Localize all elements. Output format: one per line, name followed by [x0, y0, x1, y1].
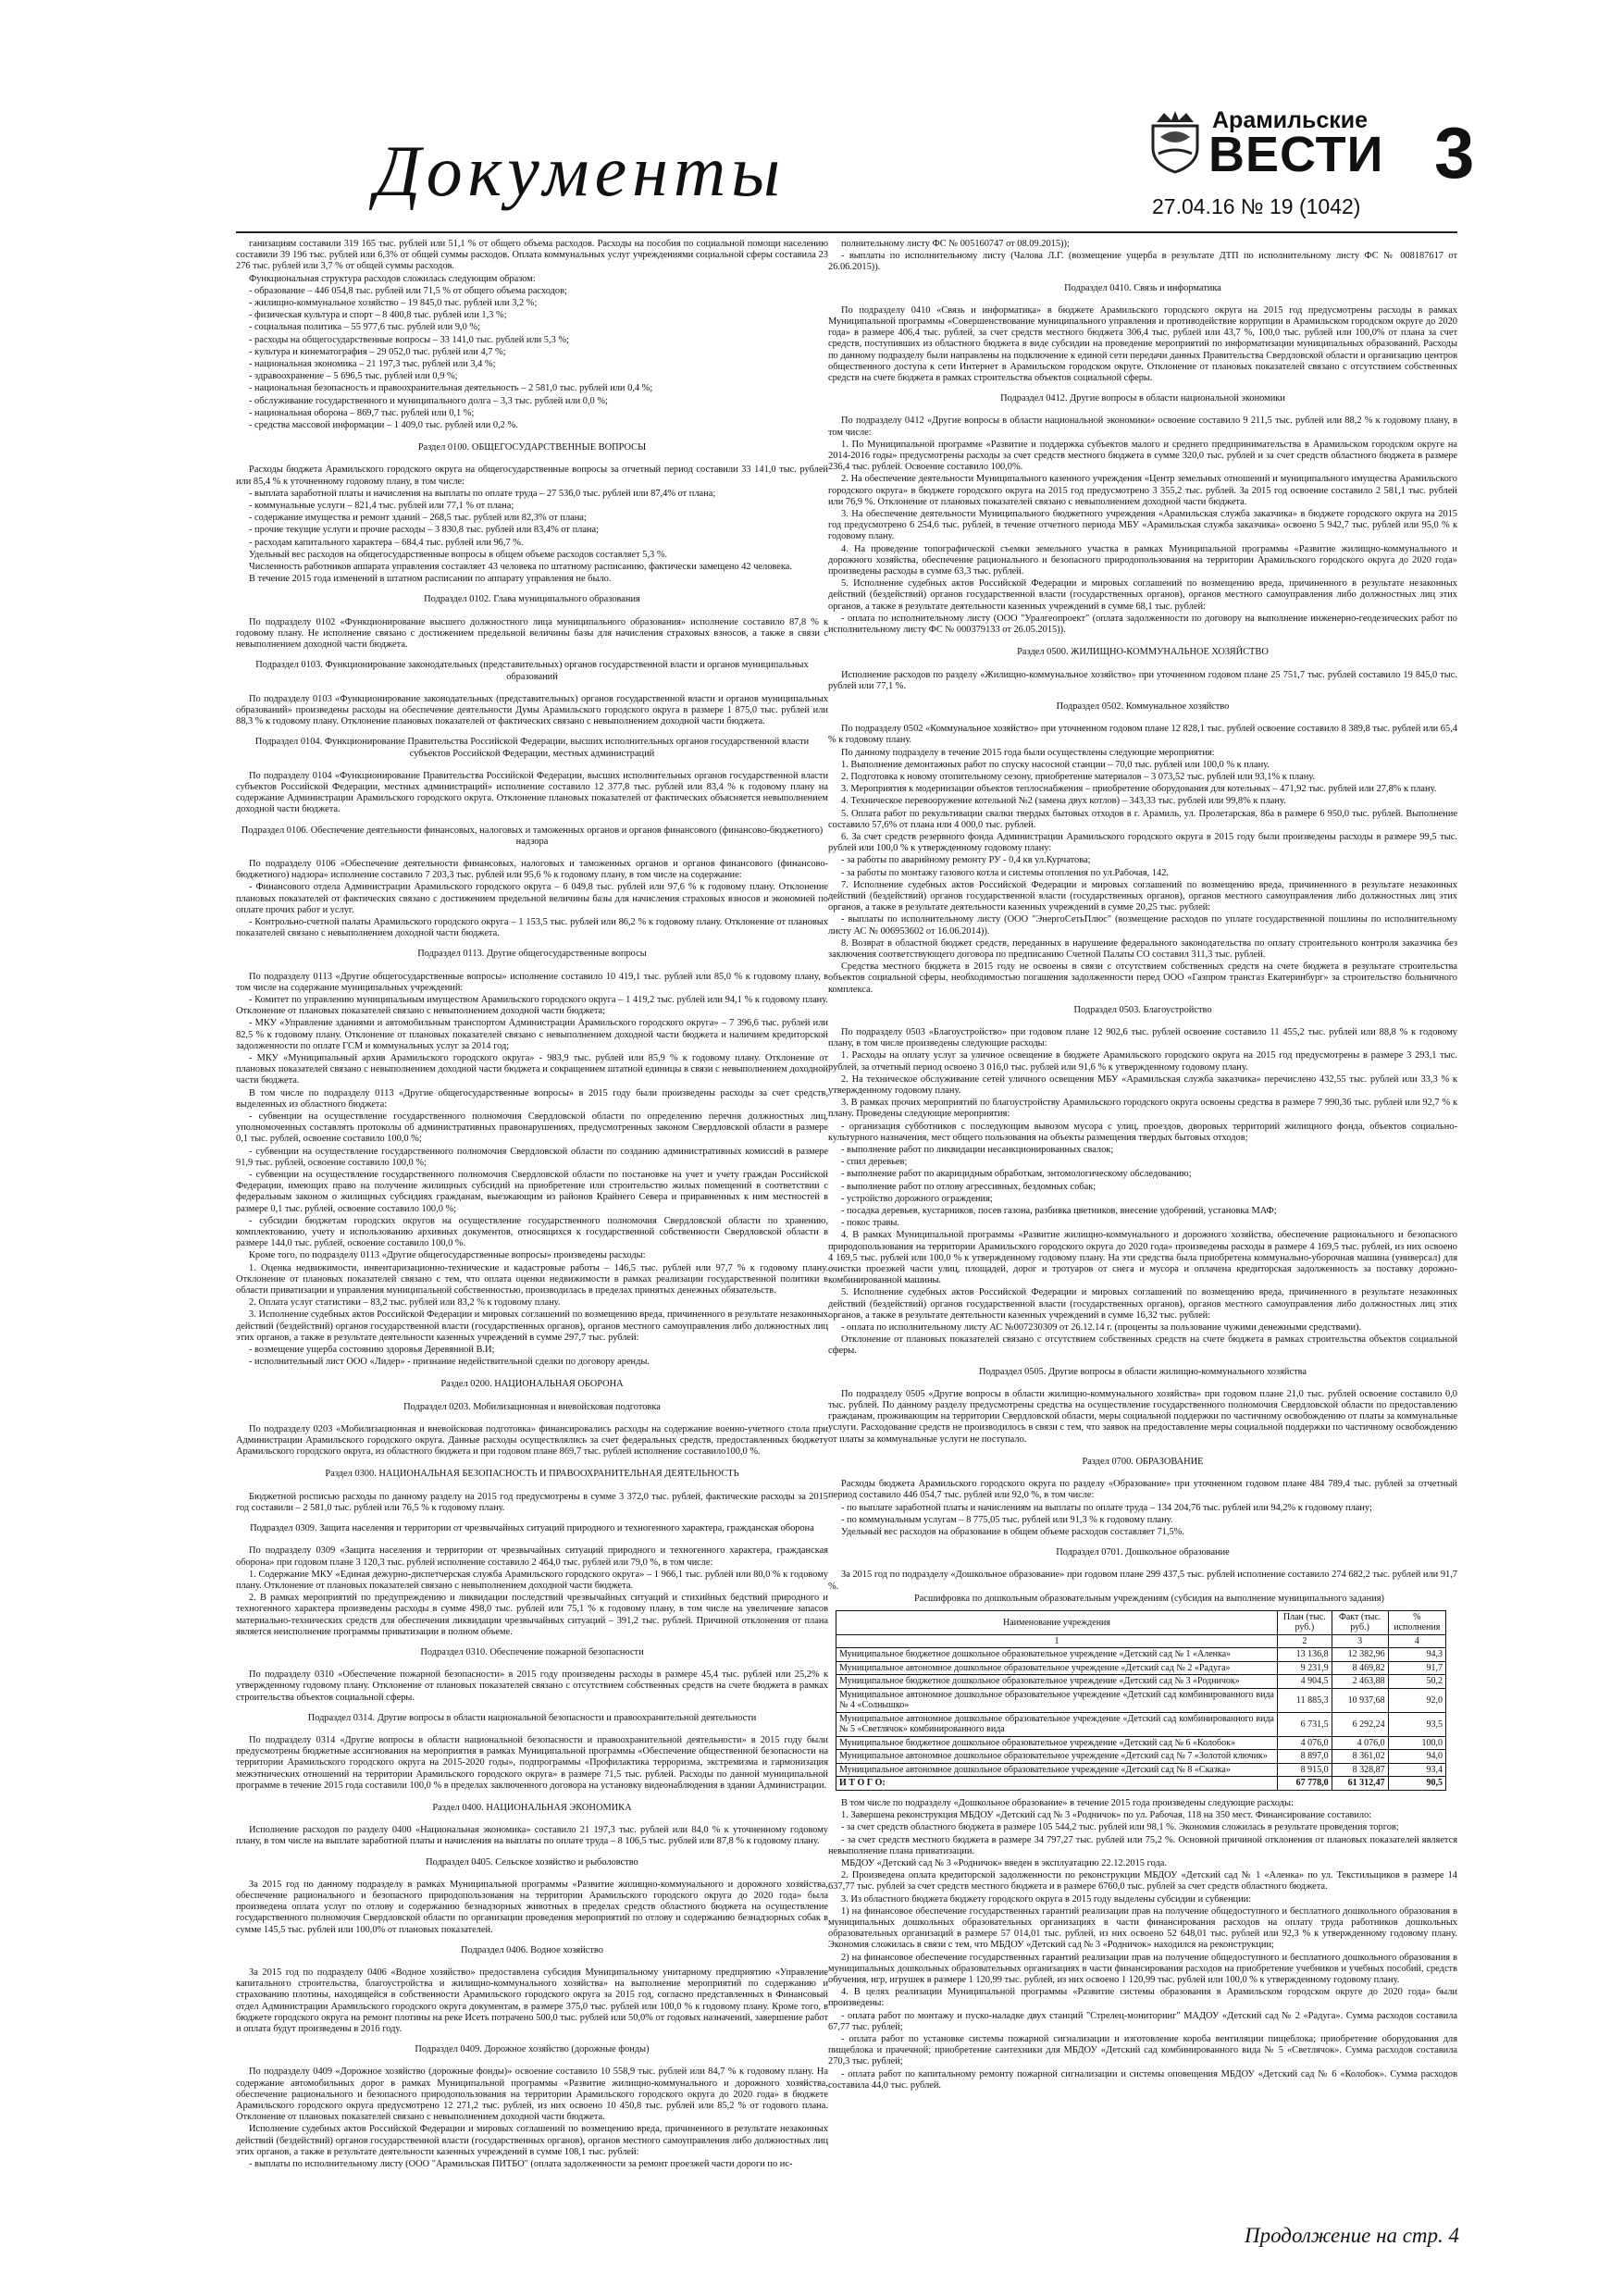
right-column-bottom [828, 1798, 1457, 2091]
table-row [836, 1688, 1446, 1712]
paragraph: 3. Исполнение судебных актов Российской Федерации и мировых соглашений по возмещению вреда, причиненного в результате незаконных действий (бездействий) органов государственной власти (государственных органов), органов местного самоуправления либо должностных лиц этих органов, а также в результате деятельности казенных учреждений в сумме 297,7 тыс. рублей: [236, 1309, 828, 1343]
paragraph: По подразделу 0103 «Функционирование законодательных (представительных) органов государственной власти и органов муниципальных образований» произведены расходы на обеспечение деятельности Думы Арамильского городского округа в размере 1 875,0 тыс. рублей или 88,3 % к годовому плану. Отклонение плановых показателей от фактических связано с невыполнением доходной части бюджета. [236, 693, 828, 727]
table-cell: 11 885,3 [1278, 1688, 1332, 1712]
list-item: - выплата заработной платы и начисления на выплаты по оплате труда – 27 536,0 тыс. рублей или 87,4% от плана; [249, 488, 716, 499]
paragraph: 1) на финансовое обеспечение государственных гарантий реализации прав на получение общедоступного и бесплатного дошкольного образования в муниципальных дошкольных образовательных организациях в части финансирования расходов на оплату труда работников дошкольных образовательных организаций в размере 57 014,01 тыс. рублей, из них освоено 52 648,01 тыс. рублей или 92,3 % к утвержденному годовому плану. Экономия сложилась в связи с тем, что МБДОУ «Детский сад № 3 «Родничок» находился на реконструкции; [828, 1905, 1457, 1951]
table-cell: 9 231,9 [1278, 1661, 1332, 1675]
paragraph: Отклонение от плановых показателей связано с отсутствием собственных средств на счете бюджета в рамках строительства объектов социальной сферы. [828, 1334, 1457, 1357]
paragraph: 1. Выполнение демонтажных работ по спуску насосной станции – 70,0 тыс. рублей или 100,0 % к плану. [841, 759, 1270, 770]
paragraph: Средства местного бюджета в 2015 году не освоены в связи с отсутствием собственных средств на счете бюджета в результате строительства объектов социальной сферы, необходимостью погашения задолженности перед ООО «Газпром трансгаз Екатеринбург» за строительство больничного комплекса. [828, 962, 1457, 995]
paragraph: По подразделу 0505 «Другие вопросы в области жилищно-коммунального хозяйства» при годовом плане 21,0 тыс. рублей освоение составило 0,0 тыс. рублей. По данному разделу предусмотрены средства на осуществление государственного полномочия Свердловской области по предоставлению гражданам, проживающим на территории Свердловской области, меры социальной поддержки по частичному освобождению от платы за коммунальные услуги. Расходование средств не производилось в связи с тем, что заявок на предоставление меры социальной поддержки по частичному освобождению от платы за коммунальные услуги не поступало. [828, 1388, 1457, 1445]
continued-note: Продолжение на стр. 4 [1245, 2224, 1460, 2247]
list-item: - возмещение ущерба состоянию здоровья Деревянной В.И; [249, 1345, 495, 1356]
table-cell: Муниципальное бюджетное дошкольное образовательное учреждение «Детский сад № 3 «Родничок» [836, 1675, 1278, 1689]
paragraph: 2. На обеспечение деятельности Муниципального казенного учреждения «Центр земельных отношений и муниципального имущества Арамильского городского округа» в бюджете городского округа на 2015 год предусмотрено 3 355,2 тыс. рублей. За 2015 год освоение составило 2 581,1 тыс. рублей или 76,9 %. Отклонение от плановых показателей связано с невыполнением доходной части бюджета. [828, 474, 1457, 507]
paragraph: 4. В рамках Муниципальной программы «Развитие жилищно-коммунального и дорожного хозяйства, обеспечение рационального и безопасного природопользования на территории Арамильского городского округа до 2020 года» произведены расходы в размере 4 169,5 тыс. рублей, из них освоено 4 169,5 тыс. рублей или 100,0 % к утвержденному годовому плану. На эти средства была приобретена коммунально-уборочная машина (универсал) для очистки проезжей части улиц, площадей, дорог и тротуаров от снега и мусора и оплачена кредиторская задолженность за поставку дорожно-комбинированной машины. [828, 1230, 1457, 1286]
list-item: - выполнение работ по ликвидации несанкционированных свалок; [841, 1145, 1114, 1156]
table-caption: Расшифровка по дошкольным образовательным учреждениям (субсидия на выполнение муниципального задания) [914, 1593, 1384, 1604]
paragraph: ганизациям составили 319 165 тыс. рублей или 51,1 % от общего объема расходов. Расходы на пособия по социальной помощи населению составили 39 196 тыс. рублей или 6,3% от общей суммы расходов. Оплата коммунальных услуг учреждениями социальной сферы составила 23 276 тыс. рублей или 3,7 % от общей суммы расходов. [236, 239, 828, 272]
table-cell: Муниципальное бюджетное дошкольное образовательное учреждение «Детский сад № 6 «Колобок» [836, 1736, 1278, 1750]
paragraph: По подразделу 0310 «Обеспечение пожарной безопасности» в 2015 году произведены расходы в размере 45,4 тыс. рублей или 25,2% к утвержденному годовому плану. Отклонение от плановых показателей связано с отсутствием собственных средств на счете бюджета в рамках строительства объектов социальной сферы. [236, 1669, 828, 1703]
paragraph: Численность работников аппарата управления составляет 43 человека по штатному расписанию, фактически замещено 42 человека. [249, 562, 792, 573]
list-item: - национальная оборона – 869,7 тыс. рублей или 0,1 %; [249, 407, 475, 418]
paragraph: В том числе по подразделу 0113 «Другие общегосударственные вопросы» в 2015 году были произведены расходы за счет средств, выделенных из областного бюджета: [236, 1087, 828, 1110]
list-item: - организация субботников с последующим вывозом мусора с улиц, проездов, дворовых территорий жилищного фонда, объектов социально-культурного назначения, мест общего пользования на объекты размещения твердых бытовых отходов; [828, 1121, 1457, 1143]
paragraph: 3. На обеспечение деятельности Муниципального бюджетного учреждения «Арамильская служба заказчика» в бюджете городского округа на 2015 год предусмотрено 6 254,6 тыс. рублей, в течение отчетного периода МБУ «Арамильская служба заказчика» освоено 5 942,7 тыс. рублей или 95,0 % к годовому плану. [828, 509, 1457, 542]
list-item: - спил деревьев; [841, 1157, 908, 1168]
table-index-cell: 1 [836, 1634, 1278, 1648]
list-item: - Комитет по управлению муниципальным имуществом Арамильского городского округа – 1 419,2 тыс. рублей или 94,1 % к годовому плану. Отклонение от плановых показателей связано с невыполнением доходной части бюджета; [236, 994, 828, 1017]
paragraph: Исполнение расходов по разделу «Жилищно-коммунальное хозяйство» при уточненном годовом плане 25 751,7 тыс. рублей составило 19 845,0 тыс. рублей или 77,1 %. [828, 669, 1457, 691]
subsection-heading: Подраздел 0113. Другие общегосударственные вопросы [417, 949, 647, 960]
paragraph: По подразделу 0106 «Обеспечение деятельности финансовых, налоговых и таможенных органов и органов финансового (финансово-бюджетного) надзора» исполнение составило 7 203,3 тыс. рублей или 95,6 % к годовому плану, в том числе на содержание: [236, 858, 828, 881]
right-column-top [828, 239, 1457, 1593]
table-cell: Муниципальное автономное дошкольное образовательное учреждение «Детский сад № 7 «Золотой ключик» [836, 1750, 1278, 1764]
table-cell: Муниципальное автономное дошкольное образовательное учреждение «Детский сад № 8 «Сказка» [836, 1763, 1278, 1777]
table-cell: 8 469,82 [1332, 1661, 1388, 1675]
brand-title: ВЕСТИ [1208, 127, 1384, 182]
list-item: - прочие текущие услуги и прочие расходы – 3 830,8 тыс. рублей или 83,4% от плана; [249, 525, 599, 536]
paragraph: 3. Из областного бюджета бюджету городского округа в 2015 году выделены субсидии и субвенции: [841, 1893, 1252, 1905]
table-header-row [836, 1610, 1446, 1634]
right-column [828, 239, 1457, 2092]
paragraph: 1. Оценка недвижимости, инвентаризационно-технические и кадастровые работы – 146,5 тыс. рублей или 97,7 % к годовому плану. Отклонение от плановых показателей связано с тем, что оплата оценки недвижимости в рамках реализации государственной политики в области приватизации и управления муниципальной собственностью, производилась в пределах принятых денежных обязательств. [236, 1262, 828, 1297]
table-cell: 50,2 [1388, 1675, 1445, 1689]
list-item: - обслуживание государственного и муниципального долга – 3,3 тыс. рублей или 0,0 %; [249, 395, 608, 406]
list-item: - оплата по исполнительному листу АС №007230309 от 26.12.14 г. (проценты за пользование чужими денежными средствами). [841, 1322, 1362, 1334]
subsection-heading: Подраздел 0203. Мобилизационная и вневойсковая подготовка [403, 1401, 661, 1412]
table-cell: 94,3 [1388, 1648, 1445, 1662]
paragraph: По подразделу 0410 «Связь и информатика» в бюджете Арамильского городского округа на 2015 год предусмотрены расходы в рамках Муниципальной программы «Совершенствование муниципального управления и противодействие коррупции в Арамильском городском округе до 2020 года» в размере 406,4 тыс. рублей, за счет средств местного бюджета 306,4 тыс. рублей или 43,7 %, 100,0 тыс. рублей или 100,0% от плана за счет средств, поступивших из областного бюджета в виде субсидии на проведение мероприятий по информатизации муниципальных образований. Расходы по данному подразделу были направлены на подключение к единой сети передачи данных Правительства Свердловской области и организацию центров общественного доступа к сети Интернет в Арамильском городском округе. Отклонение от плановых показателей связано с отсутствием собственных средств на счете бюджета в рамках строительства объектов социальной сферы. [828, 304, 1457, 384]
header-rule [236, 231, 1457, 233]
newspaper-logo [1147, 102, 1384, 204]
paragraph: 5. Исполнение судебных актов Российской Федерации и мировых соглашений по возмещению вреда, причиненного в результате незаконных действий (бездействий) органов государственной власти (государственных органов), органов местного самоуправления либо должностных лиц этих органов, а также в результате деятельности казенных учреждений в сумме 68,1 тыс. рублей: [828, 578, 1457, 612]
subsection-heading: Подраздел 0310. Обеспечение пожарной безопасности [420, 1646, 644, 1657]
table-header-cell: Факт (тыс. руб.) [1332, 1610, 1388, 1634]
paragraph: 1. Завершена реконструкция МБДОУ «Детский сад № 3 «Родничок» по ул. Рабочая, 118 на 350 мест. Финансирование составило: [841, 1810, 1372, 1821]
subsection-heading: Подраздел 0106. Обеспечение деятельности финансовых, налоговых и таможенных органов и органов финансового (финансово-бюджетного) надзора [241, 825, 824, 847]
table-cell: Муниципальное автономное дошкольное образовательное учреждение «Детский сад № 2 «Радуга» [836, 1661, 1278, 1675]
list-item: - культура и кинематография – 29 052,0 тыс. рублей или 4,7 %; [249, 346, 506, 357]
section-heading: Раздел 0700. ОБРАЗОВАНИЕ [1082, 1456, 1204, 1467]
list-item: - посадка деревьев, кустарников, посев газона, разбивка цветников, внесение удобрений, установка МАФ; [841, 1206, 1277, 1217]
paragraph: полнительному листу ФС № 005160747 от 08.09.2015)); [841, 239, 1070, 249]
list-item: - физическая культура и спорт – 8 400,8 тыс. рублей или 1,3 %; [249, 310, 507, 321]
subsection-heading: Подраздел 0406. Водное хозяйство [461, 1944, 603, 1955]
paragraph: 4. В целях реализации Муниципальной программы «Развитие системы образования в Арамильском городском округе до 2020 года» были произведены: [828, 1987, 1457, 2009]
paragraph: Удельный вес расходов на образование в общем объеме расходов составляет 71,5%. [841, 1526, 1184, 1537]
table-row [836, 1675, 1446, 1689]
paragraph: За 2015 год по подразделу «Дошкольное образование» при годовом плане 299 437,5 тыс. рублей исполнение составило 274 682,2 тыс. рублей или 91,7 %. [828, 1570, 1457, 1592]
table-body [836, 1648, 1446, 1777]
list-item: - за работы по аварийному ремонту РУ - 0,4 кв ул.Курчатова; [841, 855, 1091, 866]
paragraph: За 2015 год по данному подразделу в рамках Муниципальной программы «Развитие жилищно-коммунального и дорожного хозяйства, обеспечение рационального и безопасного природопользования на территории Арамильского городского округа до 2020 года» была произведена оплата услуг по отлову и содержанию безнадзорных животных в пределах средств областного бюджета на осуществление государственного полномочия Свердловской области по организации проведения мероприятий по отлову и содержанию безнадзорных собак в сумме 145,5 тыс. рублей или 100,0% от плановых показателей. [236, 1879, 828, 1935]
left-column [236, 239, 828, 2171]
list-item: - выплаты по исполнительному листу (ООО "Арамильская ПИТБО" (оплата задолженности за ремонт проезжей части дороги по ис- [249, 2159, 793, 2170]
subsection-heading: Подраздел 0701. Дошкольное образование [1056, 1547, 1230, 1558]
table-cell: 13 136,8 [1278, 1648, 1332, 1662]
table-cell: 90,5 [1388, 1777, 1445, 1791]
masthead [236, 102, 1475, 231]
table-cell: 4 076,0 [1278, 1736, 1332, 1750]
list-item: - национальная безопасность и правоохранительная деятельность – 2 581,0 тыс. рублей или 0,4 %; [249, 383, 653, 394]
section-heading: Раздел 0500. ЖИЛИЩНО-КОММУНАЛЬНОЕ ХОЗЯЙСТВО [1017, 647, 1269, 658]
section-heading: Раздел 0300. НАЦИОНАЛЬНАЯ БЕЗОПАСНОСТЬ И ПРАВООХРАНИТЕЛЬНАЯ ДЕЯТЕЛЬНОСТЬ [325, 1469, 739, 1480]
list-item: - за счет средств областного бюджета в размере 105 544,2 тыс. рублей или 98,1 %. Экономия сложилась в результате проведения торгов; [841, 1822, 1399, 1833]
table-total-row [836, 1777, 1446, 1791]
list-item: - оплата работ по монтажу и пуско-наладке двух станций "Стрелец-мониторинг" МАДОУ «Детский сад № 2 «Радуга». Сумма расходов составила 67,77 тыс. рублей; [828, 2010, 1457, 2032]
paragraph: 2. На техническое обслуживание сетей уличного освещения МБУ «Арамильская служба заказчика» перечислено 432,55 тыс. рублей или 33,3 % к утвержденному годовому плану. [828, 1074, 1457, 1096]
subsection-heading: Подраздел 0309. Защита населения и территории от чрезвычайных ситуаций природного и техногенного характера, гражданская оборона [250, 1523, 814, 1534]
table-index-cell: 2 [1278, 1634, 1332, 1648]
paragraph: 1. Содержание МКУ «Единая дежурно-диспетчерская служба Арамильского городского округа» – 1 966,1 тыс. рублей или 80,0 % к годовому плану. Отклонение от плановых показателей связано с невыполнением доходной части бюджета. [236, 1569, 828, 1591]
list-item: - оплата по исполнительному листу (ООО "Уралгеопроект" (оплата задолженности по договору на выполнение инженерно-геодезических работ по исполнительному листу ФС № 000379133 от 26.05.2015)). [828, 613, 1457, 636]
list-item: - социальная политика – 55 977,6 тыс. рублей или 9,0 %; [249, 322, 480, 333]
paragraph: 6. За счет средств резервного фонда Администрации Арамильского городского округа в 2015 году были произведены расходы в размере 99,5 тыс. рублей или 100,0 % к утвержденному годовому плану: [828, 831, 1457, 854]
table-cell: 61 312,47 [1332, 1777, 1388, 1791]
subsection-heading: Подраздел 0409. Дорожное хозяйство (дорожные фонды) [415, 2044, 650, 2055]
list-item: - субсидии бюджетам городских округов на осуществление государственного полномочия Свердловской области по хранению, комплектованию, учету и использованию архивных документов, относящихся к государственной собственности Свердловской области в размере 144,0 тыс. рублей, освоение составило 100,0 %. [236, 1215, 828, 1249]
list-item: - Финансового отдела Администрации Арамильского городского округа – 6 049,8 тыс. рублей или 97,6 % к годовому плану. Отклонение плановых показателей от фактических связано с достижением предельной величины базы для начисления страховых взносов и экономией по оплате прочих работ и услуг. [236, 882, 828, 915]
list-item: - оплата работ по установке системы пожарной сигнализации и изготовление короба вентиляции пищеблока; приобретение оборудования для пищеблока и прачечной; приобретение сантехники для МБДОУ «Детский сад комбинированного вида № 5 «Светлячок». Сумма расходов составила 270,3 тыс. рублей; [828, 2033, 1457, 2067]
paragraph: Функциональная структура расходов сложилась следующим образом: [249, 273, 536, 284]
list-item: - коммунальные услуги – 821,4 тыс. рублей или 77,1 % от плана; [249, 501, 514, 512]
paragraph: 7. Исполнение судебных актов Российской Федерации и мировых соглашений по возмещению вреда, причиненного в результате незаконных действий (бездействий) органов государственной власти (государственных органов), органов местного самоуправления либо должностных лиц этих органов, а также в результате деятельности казенных учреждений в сумме 20,25 тыс. рублей: [828, 879, 1457, 913]
kindergarten-budget-table [836, 1610, 1446, 1791]
table-header-cell: Наименование учреждения [836, 1610, 1278, 1634]
list-item: - за счет средств местного бюджета в размере 34 797,27 тыс. рублей или 75,2 %. Основной причиной отклонения от плановых показателей является невыполнение плана приватизации. [828, 1834, 1457, 1856]
table-cell: 93,5 [1388, 1712, 1445, 1736]
list-item: - образование – 446 054,8 тыс. рублей или 71,5 % от общего объема расходов; [249, 285, 567, 296]
table-cell: 12 382,96 [1332, 1648, 1388, 1662]
list-item: - по выплате заработной платы и начислениям на выплаты по оплате труда – 134 204,76 тыс. рублей или 94,2% к годовому плану; [841, 1502, 1372, 1513]
table-cell: 6 292,24 [1332, 1712, 1388, 1736]
table-header-cell: % исполнения [1388, 1610, 1445, 1634]
paragraph: 1. Расходы на оплату услуг за уличное освещение в бюджете Арамильского городского округа на 2015 год предусмотрены в размере 3 293,1 тыс. рублей, за отчетный период освоено 3 016,0 тыс. рублей или 91,6 % к утвержденному годовому плану. [828, 1050, 1457, 1073]
paragraph: Расходы бюджета Арамильского городского округа на общегосударственные вопросы за отчетный период составили 33 141,0 тыс. рублей или 85,4 % к уточненному годовому плану, в том числе: [236, 465, 828, 487]
paragraph: 2. В рамках мероприятий по предупреждению и ликвидации последствий чрезвычайных ситуаций и стихийных бедствий природного и техногенного характера произведены расходы в сумме 498,0 тыс. рублей или 75,1 % к годовому плану, в том числе на увеличение запасов материально-технических средств для обеспечения ликвидации чрезвычайных ситуаций – 391,2 тыс. рублей. Причиной отклонения от плана является неисполнение программы приватизации в полном объеме. [236, 1593, 828, 1637]
table-row [836, 1712, 1446, 1736]
paragraph: По подразделу 0113 «Другие общегосударственные вопросы» исполнение составило 10 419,1 тыс. рублей или 85,0 % к годовому плану, в том числе на содержание муниципальных учреждений: [236, 971, 828, 993]
table-cell: И Т О Г О: [836, 1777, 1278, 1791]
subsection-heading: Подраздел 0314. Другие вопросы в области национальной безопасности и правоохранительной деятельности [307, 1712, 757, 1723]
table-cell: 10 937,68 [1332, 1688, 1388, 1712]
table-row [836, 1750, 1446, 1764]
paragraph: МБДОУ «Детский сад № 3 «Родничок» введен в эксплуатацию 22.12.2015 года. [841, 1857, 1167, 1868]
brand-subtitle: Арамильские [1212, 107, 1369, 133]
paragraph: Расходы бюджета Арамильского городского округа по разделу «Образование» при уточненном годовом плане 484 789,4 тыс. рублей за отчетный период составило 446 054,7 тыс. рублей или 92,0 %, в том числе: [828, 1479, 1457, 1501]
paragraph: По подразделу 0409 «Дорожное хозяйство (дорожные фонды)» освоение составило 10 558,9 тыс. рублей или 84,7 % к годовому плану. На содержание автомобильных дорог в рамках Муниципальной программы «Развитие жилищно-коммунального и дорожного хозяйства, обеспечение рационального и безопасного природопользования на территории Арамильского городского округа до 2020 года» в бюджете Арамильского городского округа предусмотрено 12 271,2 тыс. рублей, из них освоено 10 450,8 тыс. рублей или 85,2 % от годового плана. Отклонение от плановых показателей связано с невыполнением доходной части бюджета. [236, 2066, 828, 2123]
table-cell: 2 463,88 [1332, 1675, 1388, 1689]
list-item: - выполнение работ по акарицидным обработкам, энтомологическому обследованию; [841, 1169, 1192, 1180]
list-item: - по коммунальным услугам – 8 775,05 тыс. рублей или 91,3 % к годовому плану. [841, 1514, 1173, 1525]
table-cell: 93,4 [1388, 1763, 1445, 1777]
paragraph: Удельный вес расходов на общегосударственные вопросы в общем объеме расходов составляет 5,3 %. [249, 549, 668, 560]
paragraph: По подразделу 0412 «Другие вопросы в области национальной экономики» освоение составило 9 211,5 тыс. рублей или 88,2 % к годовому плану, в том числе: [828, 416, 1457, 438]
table-cell: 4 904,5 [1278, 1675, 1332, 1689]
list-item: - субвенции на осуществление государственного полномочия Свердловской области по определению перечня должностных лиц, уполномоченных составлять протоколы об административных правонарушениях, предусмотренных законом Свердловской области в размере 0,1 тыс. рублей, освоение составило 100,0 %; [236, 1111, 828, 1145]
table-cell: 94,0 [1388, 1750, 1445, 1764]
table-index-cell: 4 [1388, 1634, 1445, 1648]
list-item: - субвенции на осуществление государственного полномочия Свердловской области по постановке на учет и учету граждан Российской Федерации, имеющих право на получение жилищных субсидий на приобретение или строительство жилых помещений в соответствии с федеральным законом о жилищных субсидиях гражданам, выезжающим из районов Крайнего Севера и приравненных к ним местностей в размере 0,1 тыс. рублей, освоение составило 100,0 %; [236, 1170, 828, 1214]
list-item: - жилищно-коммунальное хозяйство – 19 845,0 тыс. рублей или 3,2 %; [249, 298, 538, 309]
subsection-heading: Подраздел 0405. Сельское хозяйство и рыболовство [426, 1856, 638, 1868]
paragraph: 2. Подготовка к новому отопительному сезону, приобретение материалов – 3 073,52 тыс. рублей или 93,1% к плану. [841, 771, 1316, 782]
paragraph: По данному подразделу в течение 2015 года были осуществлены следующие мероприятия: [841, 747, 1215, 758]
paragraph: 3. В рамках прочих мероприятий по благоустройству Арамильского городского округа освоены средства в размере 7 990,36 тыс. рублей или 92,7 % к плану. Проведены следующие мероприятия: [828, 1098, 1457, 1120]
section-heading: Раздел 0200. НАЦИОНАЛЬНАЯ ОБОРОНА [440, 1379, 624, 1390]
table-row [836, 1736, 1446, 1750]
page-number: 3 [1434, 112, 1475, 193]
paragraph: За 2015 год по подразделу 0406 «Водное хозяйство» предоставлена субсидия Муниципальному унитарному предприятию «Управление капитального строительства, благоустройства и жилищно-коммунального хозяйства» на выполнение мероприятий по содержанию и страхованию плотины, находящейся в собственности Арамильского городского округа за 2015 год, согласно представленных в Финансовый отдел Администрации Арамильского городского округа документам, в размере 375,0 тыс. рублей или 100,0 % к годовому плану. Кроме того, в бюджете городского округа на ремонт плотины на реке Исеть потрачено 500,0 тыс. рублей или 50,0% от годовых назначений, завершение работ и оплата будут произведены в 2016 году. [236, 1967, 828, 2034]
table-cell: Муниципальное автономное дошкольное образовательное учреждение «Детский сад комбинированного вида № 4 «Солнышко» [836, 1688, 1278, 1712]
subsection-heading: Подраздел 0103. Функционирование законодательных (представительных) органов государственной власти и органов муниципальных образований [255, 660, 809, 682]
table-row [836, 1661, 1446, 1675]
paragraph: 5. Исполнение судебных актов Российской Федерации и мировых соглашений по возмещению вреда, причиненного в результате незаконных действий (бездействий) органов государственной власти (государственных органов), органов местного самоуправления либо должностных лиц этих органов, а также в результате деятельности казенных учреждений в сумме 16,32 тыс. рублей: [828, 1287, 1457, 1321]
list-item: - за работы по монтажу газового котла и системы отопления по ул.Рабочая, 142. [841, 867, 1170, 878]
list-item: - оплата работ по капитальному ремонту пожарной сигнализации и системы оповещения МБДОУ «Детский сад № 6 «Колобок». Сумма расходов составила 44,0 тыс. рублей. [828, 2068, 1457, 2091]
paragraph: По подразделу 0104 «Функционирование Правительства Российской Федерации, высших исполнительных органов государственной власти субъектов Российской Федерации, местных администраций» исполнение составило 12 377,8 тыс. рублей или 83,4 % к годовому плану на содержание Администрации Арамильского городского округа. Отклонение плановых показателей от фактических объясняется невыполнением доходной части бюджета. [236, 770, 828, 815]
list-item: - расходы на общегосударственные вопросы – 33 141,0 тыс. рублей или 5,3 %; [249, 334, 569, 345]
paragraph: 8. Возврат в областной бюджет средств, переданных в нарушение федерального законодательства по оплату строительного контроля заказчика без заключения соответствующего договора по предписанию Счетной Палаты СО составил 311,3 тыс. рублей. [828, 937, 1457, 960]
paragraph: Исполнение расходов по разделу 0400 «Национальная экономика» составило 21 197,3 тыс. рублей или 84,0 % к уточненному годовому плану, в том числе на выплате заработной платы и начисления на выплаты по оплате труда – 8 106,5 тыс. рублей или 87,8 % к годовому плану. [236, 1825, 828, 1847]
subsection-heading: Подраздел 0410. Связь и информатика [1064, 282, 1221, 293]
subsection-heading: Подраздел 0104. Функционирование Правительства Российской Федерации, высших исполнительных органов государственной власти субъектов Российской Федерации, местных администраций [254, 737, 810, 759]
table-cell: 92,0 [1388, 1688, 1445, 1712]
list-item: - Контрольно-счетной палаты Арамильского городского округа – 1 153,5 тыс. рублей или 86,2 % к годовому плану. Отклонение от плановых показателей связано с невыполнением доходной части бюджета. [236, 916, 828, 939]
paragraph: По подразделу 0203 «Мобилизационная и вневойсковая подготовка» финансировались расходы на содержание военно-учетного стола при Администрации Арамильского городского округа. Данные расходы осуществлялись за счет федеральных средств, предоставленных бюджету Арамильского городского округа, из областного бюджета и при годовом плане 869,7 тыс. рублей исполнение составило100,0 %. [236, 1423, 828, 1458]
table-cell: 8 915,0 [1278, 1763, 1332, 1777]
table-cell: Муниципальное бюджетное дошкольное образовательное учреждение «Детский сад № 1 «Аленка» [836, 1648, 1278, 1662]
list-item: - МКУ «Управление зданиями и автомобильным транспортом Администрации Арамильского городского округа» – 7 396,6 тыс. рублей или 82,5 % к годовому плану. Отклонение от плановых показателей связано с невыполнением доходной части бюджета и наличием кредиторской задолженности по оплате ГСМ и коммунальных услуг за 2014 год; [236, 1018, 828, 1051]
table-cell: 8 897,0 [1278, 1750, 1332, 1764]
table-row [836, 1648, 1446, 1662]
table-cell: 4 076,0 [1332, 1736, 1388, 1750]
paragraph: 4. На проведение топографической съемки земельного участка в рамках Муниципальной программы «Развитие жилищно-коммунального и дорожного хозяйства, обеспечение рационального и безопасного природопользования на территории Арамильского городского округа до 2020 года» произведены расходы в сумме 63,3 тыс. рублей. [828, 543, 1457, 577]
list-item: - покос травы. [841, 1218, 899, 1229]
subsection-heading: Подраздел 0502. Коммунальное хозяйство [1056, 701, 1230, 712]
coat-of-arms-icon [1147, 109, 1203, 174]
list-item: - средства массовой информации – 1 409,0 тыс. рублей или 0,2 %. [249, 420, 518, 431]
table-index-cell: 3 [1332, 1634, 1388, 1648]
issue-date-number: 27.04.16 № 19 (1042) [1152, 194, 1361, 218]
table-cell: 91,7 [1388, 1661, 1445, 1675]
paragraph: В течение 2015 года изменений в штатном расписании по аппарату управления не было. [249, 574, 612, 585]
subsection-heading: Подраздел 0503. Благоустройство [1073, 1004, 1212, 1015]
list-item: - выплаты по исполнительному листу (Чалова Л.Г. (возмещение ущерба в результате ДТП по исполнительному листу ФС № 008187617 от 26.06.2015)). [828, 251, 1457, 273]
table-cell: Муниципальное автономное дошкольное образовательное учреждение «Детский сад комбинированного вида № 5 «Светлячок» комбинированного вида [836, 1712, 1278, 1736]
paragraph: 2) на финансовое обеспечение государственных гарантий реализации прав на получение общедоступного и бесплатного дошкольного образования в муниципальных дошкольных образовательных организациях в части финансирования расходов на приобретение учебников и учебных пособий, средств обучения, игр, игрушек в размере 1 120,99 тыс. рублей, из них освоено 1 120,99 тыс. рублей или 100,0 % к утвержденному годовому плану. [828, 1952, 1457, 1985]
subsection-heading: Подраздел 0102. Глава муниципального образования [424, 594, 640, 605]
subsection-heading: Подраздел 0412. Другие вопросы в области национальной экономики [1000, 393, 1285, 404]
list-item: - выполнение работ по отлову агрессивных, бездомных собак; [841, 1181, 1096, 1192]
table-index-row [836, 1634, 1446, 1648]
section-heading: Раздел 0400. НАЦИОНАЛЬНАЯ ЭКОНОМИКА [432, 1802, 632, 1813]
list-item: - выплаты по исполнительному листу (ООО "ЭнергоСетьПлюс" (возмещение расходов по уплате государственной пошлины по исполнительному листу АС № 006953602 от 16.06.2014)). [828, 914, 1457, 937]
paragraph: 4. Техническое перевооружение котельной №2 (замена двух котлов) – 343,33 тыс. рублей или 99,8% к плану. [841, 796, 1286, 807]
paragraph: Исполнение судебных актов Российской Федерации и мировых соглашений по возмещению вреда, причиненного в результате незаконных действий (бездействий) органов государственной власти (государственных органов), органов местного самоуправления либо должностных лиц этих органов, а также в результате деятельности казенных учреждений в сумме 108,1 тыс. рублей: [236, 2124, 828, 2157]
list-item: - содержание имущества и ремонт зданий – 268,5 тыс. рублей или 82,3% от плана; [249, 513, 587, 524]
paragraph: По подразделу 0503 «Благоустройство» при годовом плане 12 902,6 тыс. рублей освоение составило 11 455,2 тыс. рублей или 88,8 % к годовому плану, в том числе произведены следующие расходы: [828, 1026, 1457, 1049]
table-header-cell: План (тыс. руб.) [1278, 1610, 1332, 1634]
paragraph: В том числе по подразделу «Дошкольное образование» в течение 2015 года произведены следующие расходы: [841, 1797, 1294, 1808]
paragraph: По подразделу 0309 «Защита населения и территории от чрезвычайных ситуаций природного и техногенного характера, гражданская оборона» при годовом плане 3 120,3 тыс. рублей исполнение составило 2 464,0 тыс. рублей или 79,0 %, в том числе: [236, 1545, 828, 1568]
table-cell: 67 778,0 [1278, 1777, 1332, 1791]
paragraph: По подразделу 0502 «Коммунальное хозяйство» при уточненном годовом плане 12 828,1 тыс. рублей освоение составило 8 389,8 тыс. рублей или 65,4 % к годовому плану. [828, 724, 1457, 746]
list-item: - исполнительный лист ООО «Лидер» - признание недействительной сделки по договору аренды. [249, 1357, 650, 1368]
table-row [836, 1763, 1446, 1777]
paragraph: 5. Оплата работ по рекультивации свалки твердых бытовых отходов в г. Арамиль, ул. Пролетарская, 86а в размере 6 950,0 тыс. рублей. Выполнение составило 57,6% от плана или 4 000,0 тыс. рублей. [828, 808, 1457, 830]
table-cell: 100,0 [1388, 1736, 1445, 1750]
paragraph: По подразделу 0314 «Другие вопросы в области национальной безопасности и правоохранительной деятельности» в 2015 году были предусмотрены бюджетные ассигнования на мероприятия в рамках Муниципальной программы «Обеспечение общественной безопасности на территории Арамильского городского округа на 2015-2020 годы», подпрограммы «Профилактика терроризма, экстремизма и гармонизация межэтнических отношений на территории Арамильского городского округа» в размере 71,5 тыс. рублей. Расходы по данной муниципальной программе в течение 2015 года составили 100,0 % в пределах заключенного договора на установку видеонаблюдения в здании Администрации. [236, 1734, 828, 1791]
paragraph: По подразделу 0102 «Функционирование высшего должностного лица муниципального образования» исполнение составило 87,8 % к годовому плану. Не исполнение связано с достижением предельной величины базы для начисления страховых взносов, а также в связи с невыполнением доходной части бюджета. [236, 616, 828, 651]
table-cell: 6 731,5 [1278, 1712, 1332, 1736]
paragraph: 2. Оплата услуг статистики – 83,2 тыс. рублей или 83,2 % к годовому плану. [249, 1297, 561, 1309]
paragraph: Бюджетной росписью расходы по данному разделу на 2015 год предусмотрены в сумме 3 372,0 тыс. рублей, фактические расходы за 2015 год составили – 2 581,0 тыс. рублей или 76,5 % к годовому плану. [236, 1491, 828, 1513]
section-title: Документы [375, 130, 787, 211]
paragraph: 2. Произведена оплата кредиторской задолженности по реконструкции МБДОУ «Детский сад № 1 «Аленка» по ул. Текстильщиков в размере 14 637,77 тыс. рублей за счет средств местного бюджета и в размере 6760,0 тыс. рублей за счет средств областного бюджета. [828, 1870, 1457, 1893]
paragraph: 3. Мероприятия к модернизации объектов теплоснабжения – приобретение оборудования для котельных – 471,92 тыс. рублей или 27,8% к плану. [841, 784, 1437, 795]
list-item: - расходам капитального характера – 684,4 тыс. рублей или 96,7 %. [249, 537, 524, 548]
list-item: - МКУ «Муниципальный архив Арамильского городского округа» - 983,9 тыс. рублей или 85,9 % к годовому плану. Отклонение от плановых показателей связано с невыполнением доходной части бюджета и сокращением штатной единицы в связи с невыполнением доходной части бюджета. [236, 1052, 828, 1086]
table-cell: 8 328,87 [1332, 1763, 1388, 1777]
section-heading: Раздел 0100. ОБЩЕГОСУДАРСТВЕННЫЕ ВОПРОСЫ [417, 442, 647, 453]
list-item: - субвенции на осуществление государственного полномочия Свердловской области по созданию административных комиссий в размере 91,9 тыс. рублей, освоение составило 100,0 %; [236, 1146, 828, 1168]
subsection-heading: Подраздел 0505. Другие вопросы в области жилищно-коммунального хозяйства [979, 1366, 1307, 1377]
table-cell: 8 361,02 [1332, 1750, 1388, 1764]
list-item: - национальная экономика – 21 197,3 тыс. рублей или 3,4 %; [249, 359, 496, 370]
paragraph: Кроме того, по подразделу 0113 «Другие общегосударственные вопросы» произведены расходы: [249, 1250, 646, 1261]
list-item: - здравоохранение – 5 696,5 тыс. рублей или 0,9 %; [249, 371, 458, 382]
list-item: - устройство дорожного ограждения; [841, 1193, 993, 1204]
paragraph: 1. По Муниципальной программе «Развитие и поддержка субъектов малого и среднего предпринимательства в Арамильском городском округе на 2014-2016 годы» предусмотрены расходы за счет средств местного бюджета в сумме 320,0 тыс. рублей и за счет средств областного бюджета в размере 236,4 тыс. рублей. Освоение составило 100,0%. [828, 439, 1457, 473]
